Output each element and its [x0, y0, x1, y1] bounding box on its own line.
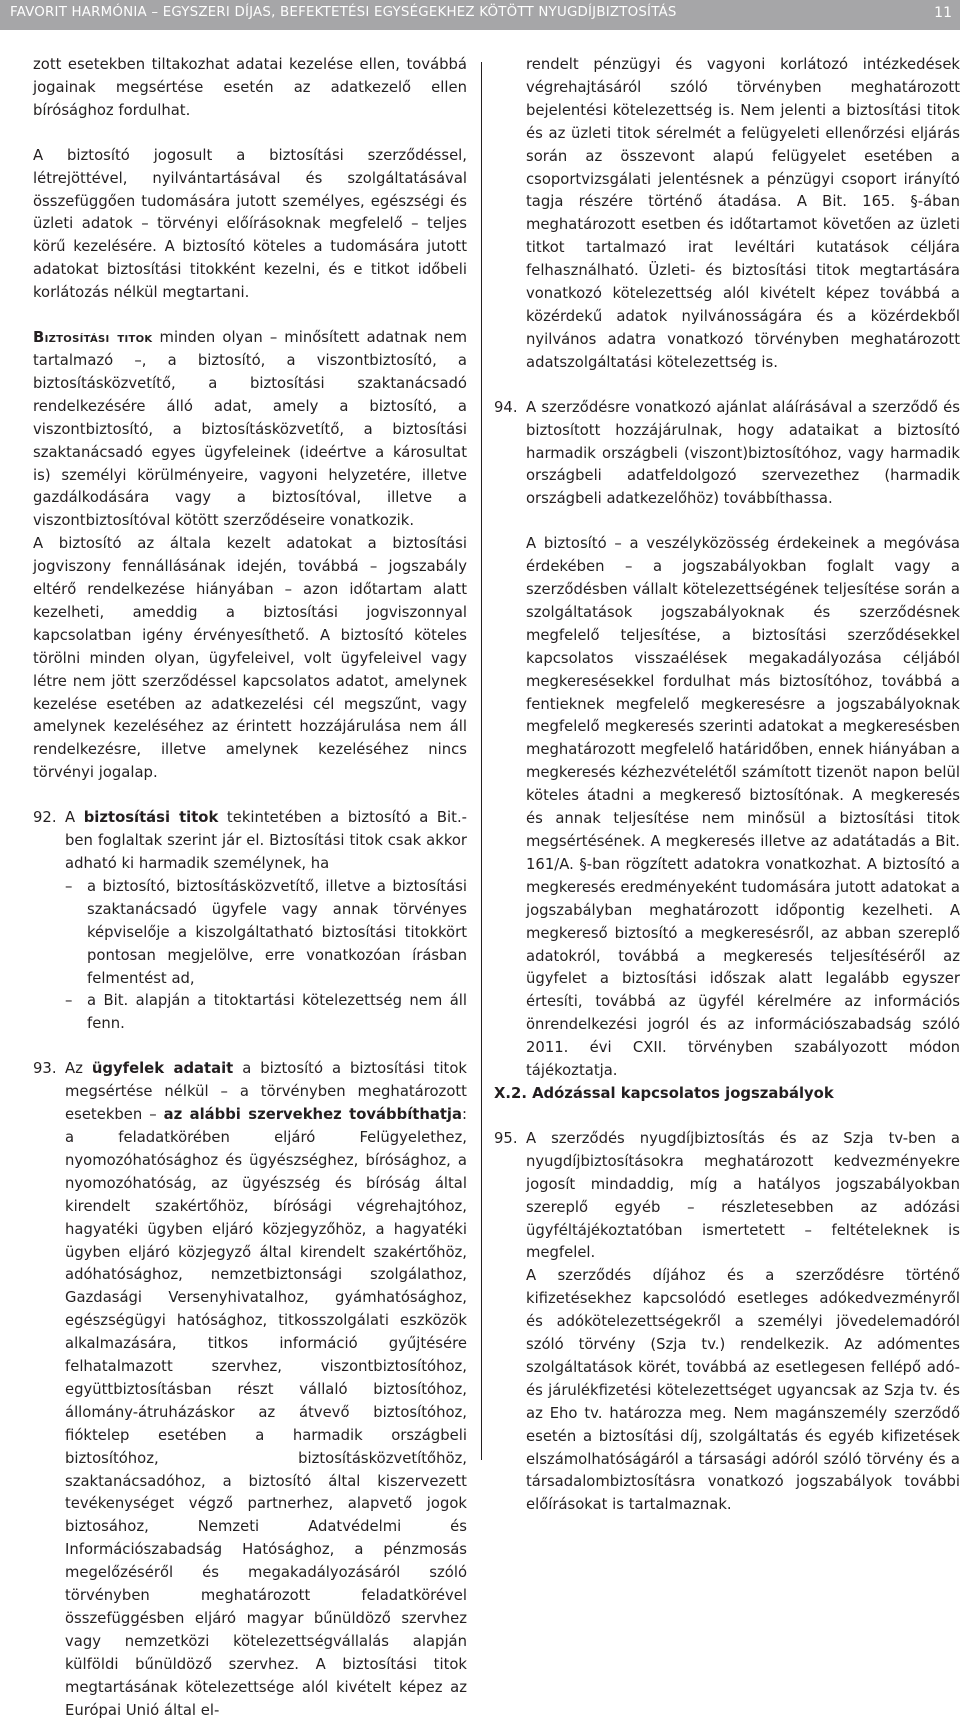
paragraph: rendelt pénzügyi és vagyoni korlátozó intézkedések végrehajtásáról szóló törvényben meghatározott bejelentési kötelezettség is. Nem jelenti a biztosítási titok és az üzleti titok sérelmét a felügyeleti ellenőrzési eljárás során az összevont alapú felügyelet esetében a csoportvizsgálati jelentésnek a pénzügyi csoport irányító tagja részére történő átadása. A Bit. 165. §-ában meghatározott esetben és időtartamot követően az üzleti titkot tartalmazó irat levéltári kutatások céljára felhasználható. Üzleti- és biztosítási titok megtartására vonatkozó kötelezettség alól kivételt képez továbbá a közérdekű adatok nyilvánosságára és a közérdekből nyilvános adatra vonatkozó törvényben meghatározott adatszolgáltatási kötelezettség is.	[526, 56, 960, 371]
column-divider	[481, 62, 482, 1460]
page-header	[0, 0, 960, 30]
numbered-item-93	[33, 1058, 467, 1722]
defined-term: Biztosítási titok	[33, 329, 153, 347]
item-number: 94.	[494, 398, 518, 416]
item-text: A szerződés nyugdíjbiztosítás és az Szja tv-ben a nyugdíjbiztosításokra meghatározott kedvezményekre jogosít mindaddig, míg a hatályos jogszabályokban szereplő egyéb – részletesebben az adózási ügyféltájékoztatóban ismertetett – feltételeknek is megfelel.	[526, 1129, 960, 1262]
numbered-item-95	[494, 1128, 960, 1517]
right-column	[494, 54, 960, 1517]
item-number: 92.	[33, 809, 57, 827]
page-number: 11	[934, 5, 952, 21]
numbered-item-92	[33, 807, 467, 1036]
item-text: A szerződés díjához és a szerződésre történő kifizetésekhez kapcsolódó esetleges adókedvezményről és adókötelezettségekről a személyi jövedelemadóról szóló törvény (Szja tv.) rendelkezik. Az adómentes szolgáltatások körét, továbbá az esetlegesen fellépő adó- és járulékfizetési kötelezettséget ugyancsak az Szja tv. és az Eho tv. határozza meg. Nem magánszemély szerződő esetén a biztosítási díj, szolgáltatás és egyéb kifizetések elszámolhatóságáról a társasági adóról szóló törvény és a társadalombiztosításra vonatkozó jogszabályok további előírásokat is tartalmaznak.	[526, 1267, 960, 1514]
dash-list-item: – a Bit. alapján a titoktartási kötelezettség nem áll fenn.	[65, 992, 467, 1033]
item-text: Az ügyfelek adatait a biztosító a biztosítási titok megsértése nélkül – a törvényben meghatározott esetekben – az alábbi szervekhez továbbíthatja: a feladatkörében eljáró Felügyelethez, nyomozóhatósághoz és ügyészséghez, bírósághoz, a nyomozóhatóság, az ügyészség és bíróság által kirendelt szakértőhöz, bírósági végrehajtóhoz, hagyatéki ügyben eljáró közjegyzőhöz, a hagyatéki ügyben eljáró közjegyző által kirendelt szakértőhöz, adóhatósághoz, nemzetbiztonsági szolgálathoz, Gazdasági Versenyhivatalhoz, gyámhatósághoz, egészségügyi hatósághoz, titkosszolgálati eszközök alkalmazására, titkos információ gyűjtésére felhatalmazott szervhez, viszontbiztosítóhoz, együttbiztosításban részt vállaló biztosítóhoz, állomány-átruházáskor az átvevő biztosítóhoz, fióktelep esetében a harmadik országbeli biztosítóhoz, biztosításközvetítőhöz, szaktanácsadóhoz, a biztosító által kiszervezett tevékenységet végző partnerhez, alapvető jogok biztosához, Nemzeti Adatvédelmi és Információszabadság Hatósághoz, a pénzmosás megelőzéséről és megakadályozásáról szóló törvényben meghatározott feladatkörével összefüggésben eljáró magyar bűnüldöző szervhez vagy nemzetközi kötelezettségvállalás alapján külföldi bűnüldöző szervhez. A biztosítási titok megtartásának kötelezettsége alól kivételt képez az Európai Unió által el-	[65, 1060, 467, 1719]
item-text: A biztosítási titok tekintetében a biztosító a Bit.-ben foglaltak szerint jár el. Biztosítási titok csak akkor adható ki harmadik személynek, ha	[65, 809, 467, 872]
paragraph: zott esetekben tiltakozhat adatai kezelése ellen, továbbá jogainak megsértése esetén az adatkezelő ellen bírósághoz fordulhat.	[33, 56, 467, 119]
item-text: A szerződésre vonatkozó ajánlat aláírásával a szerződő és biztosított hozzájárulnak, hogy adataikat a biztosító harmadik országbeli (viszont)biztosítóhoz, vagy harmadik országbeli adatfeldolgozó szervezethez (harmadik országbeli adatkezelőhöz) továbbíthassa.	[526, 398, 960, 508]
paragraph: A biztosító jogosult a biztosítási szerződéssel, létrejöttével, nyilvántartásával és szolgáltatásával összefüggően tudomására jutott személyes, egészségi és üzleti adatok – törvényi előírásoknak megfelelő – teljes körű kezelésére. A biztosító köteles a tudomására jutott adatokat biztosítási titokként kezelni, és e titkot időbeli korlátozás nélkül megtartani.	[33, 146, 467, 302]
item-number: 95.	[494, 1129, 518, 1147]
document-title: FAVORIT HARMÓNIA – EGYSZERI DÍJAS, BEFEKTETÉSI EGYSÉGEKHEZ KÖTÖTT NYUGDÍJBIZTOSÍTÁS	[10, 5, 677, 20]
paragraph: A biztosító az általa kezelt adatokat a biztosítási jogviszony fennállásának idején, továbbá – jogszabály eltérő rendelkezése hiányában – azon időtartam alatt kezelheti, ameddig a biztosítási jogviszonnyal kapcsolatban igény érvényesíthető. A biztosító köteles törölni minden olyan, ügyfeleivel, volt ügyfeleivel vagy létre nem jött szerződéssel kapcsolatos adatot, amelynek kezelése esetében az adatkezelési cél megszűnt, vagy amelynek kezeléséhez az érintett hozzájárulása nem áll rendelkezésre, illetve amelynek kezeléséhez nincs törvényi jogalap.	[33, 535, 467, 782]
left-column	[33, 54, 467, 1723]
section-heading: X.2. Adózással kapcsolatos jogszabályok	[494, 1084, 834, 1102]
item-number: 93.	[33, 1060, 57, 1078]
paragraph: A biztosító – a veszélyközösség érdekeinek a megóvása érdekében – a jogszabályokban foglalt vagy a szerződésben vállalt kötelezettségének teljesítése során a szolgáltatások jogszabályoknak és szerződésnek megfelelő teljesítése, a biztosítási szerződésekkel kapcsolatos visszaélések megakadályozása céljából megkeresésekkel fordulhat más biztosítóhoz, továbbá a fentieknek megfelelő megkeresésre a jogszabályoknak megfelelő megkeresés szerinti adatokat a megkeresésben meghatározott megfelelő határidőben, ennek hiányában a megkeresés kézhezvételétől számított tizenöt napon belül köteles átadni a megkereső biztosítónak. A megkeresés és annak teljesítése nem minősül a biztosítási titok megsértésének. A megkeresés illetve az adatátadás a Bit. 161/A. §-ban rögzített adatokra vonatkozhat. A biztosító a megkeresés eredményeként tudomására jutott adatokat a jogszabályban meghatározott időpontig kezelheti. A megkereső biztosító a megkeresésről, az abban szereplő adatokról, továbbá a megkeresés teljesítéséről az ügyfelet a biztosítási időszak alatt legalább egyszer értesíti, továbbá az ügyfél kérelmére az információs önrendelkezési jogról és az információszabadság szóló 2011. évi CXII. törvényben szabályozott módon tájékoztatja.	[526, 535, 960, 1080]
dash-list-item: – a biztosító, biztosításközvetítő, illetve a biztosítási szaktanácsadó ügyfele vagy annak törvényes képviselője a kiszolgáltatható biztosítási titokkört pontosan megjelölve, erre vonatkozóan írásban felmentést ad,	[65, 877, 467, 987]
paragraph-definition: Biztosítási titok minden olyan – minősített adatnak nem tartalmazó –, a biztosító, a viszontbiztosító, a biztosításközvetítő, a biztosítási szaktanácsadó rendelkezésére álló adat, amely a biztosító, a viszontbiztosító, a biztosításközvetítő, a biztosítási szaktanácsadó egyes ügyfeleinek (ideértve a károsultat is) személyi körülményeire, vagyoni helyzetére, illetve gazdálkodására vagy a biztosítóval, illetve a viszontbiztosítóval kötött szerződéseire vonatkozik.	[33, 329, 467, 530]
numbered-item-94	[494, 397, 960, 512]
